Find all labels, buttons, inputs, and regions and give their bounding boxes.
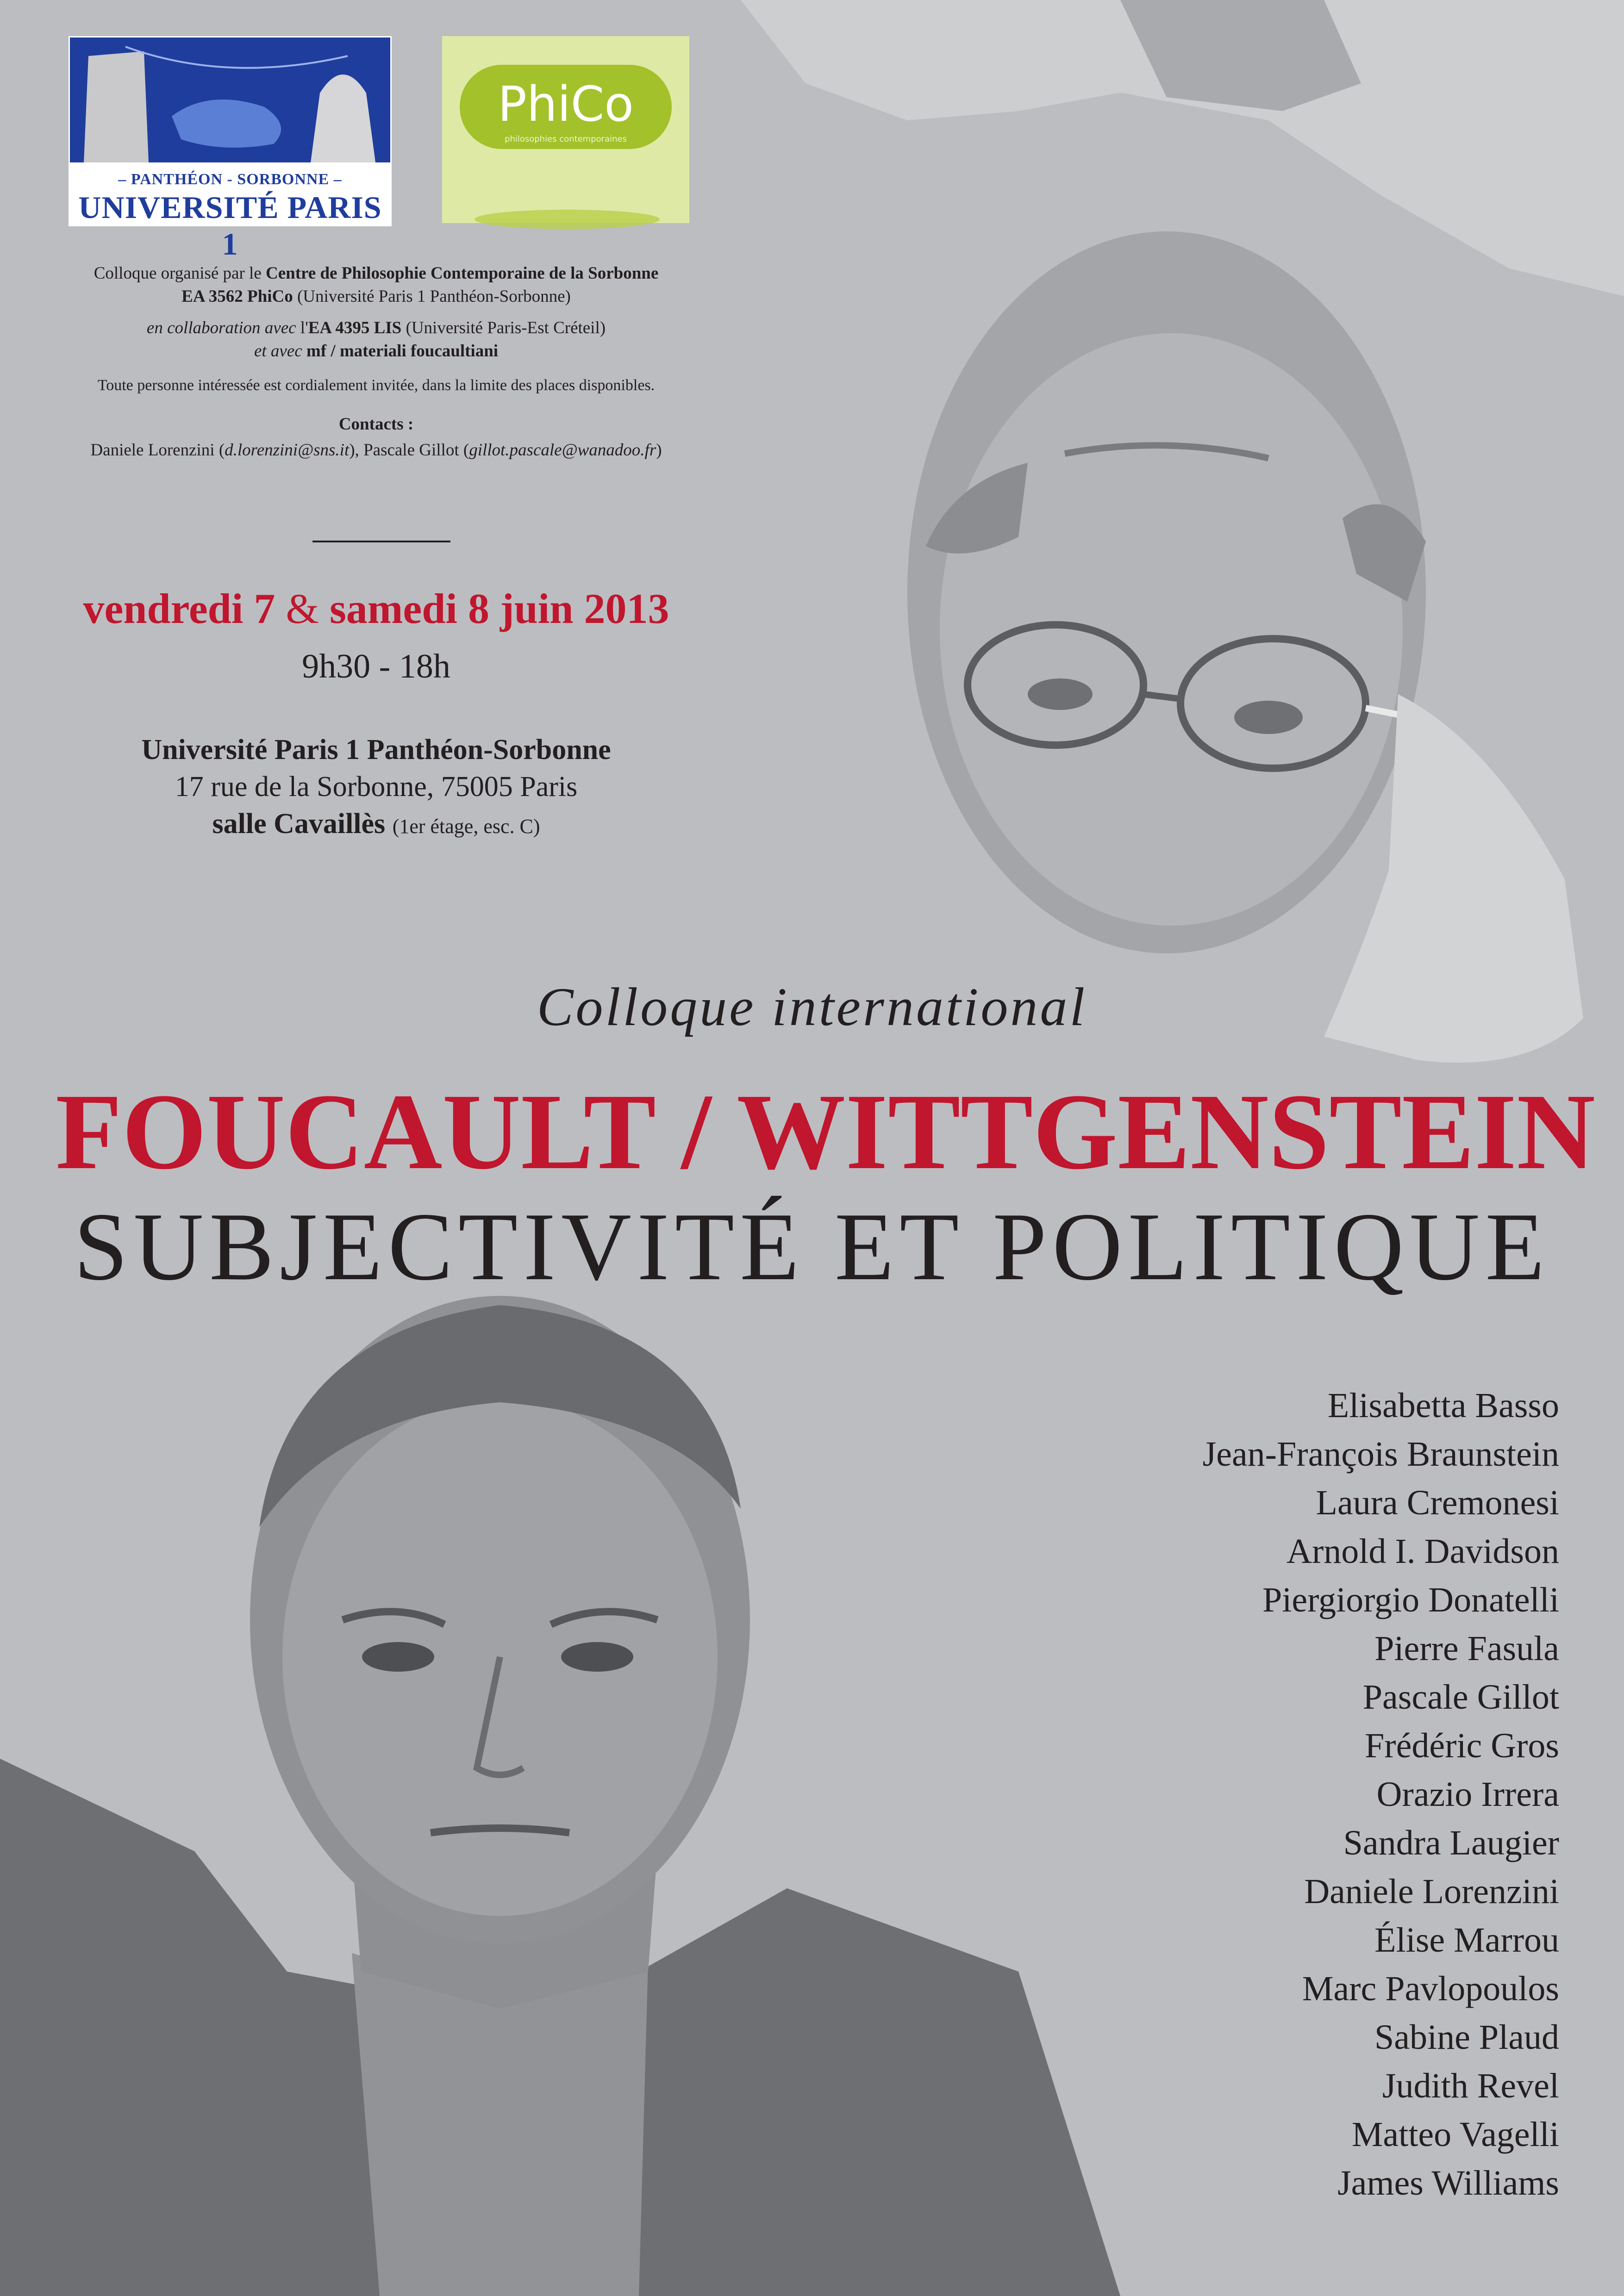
university-logo-line1: – PANTHÉON - SORBONNE –	[118, 171, 342, 188]
speaker-name: Judith Revel	[1382, 2066, 1559, 2105]
contacts-line: Daniele Lorenzini (d.lorenzini@sns.it), Pascale Gillot (gillot.pascale@wanadoo.fr)	[90, 441, 662, 460]
speakers-list	[1203, 1381, 1559, 2208]
speaker-name: James Williams	[1337, 2164, 1559, 2203]
speaker-name: Frédéric Gros	[1365, 1726, 1559, 1765]
organiser-line-2: EA 3562 PhiCo (Université Paris 1 Panthéon-Sorbonne)	[181, 287, 571, 306]
speaker-name: Sabine Plaud	[1374, 2018, 1559, 2057]
collaboration-line-1: en collaboration avec l'EA 4395 LIS (Université Paris-Est Créteil)	[146, 318, 606, 337]
colloque-kicker: Colloque international	[537, 977, 1087, 1037]
organiser-line-1: Colloque organisé par le Centre de Philosophie Contemporaine de la Sorbonne	[94, 264, 659, 283]
speaker-name: Laura Cremonesi	[1316, 1483, 1559, 1522]
speaker-name: Daniele Lorenzini	[1304, 1872, 1559, 1911]
event-hours: 9h30 - 18h	[302, 647, 450, 685]
speaker-name: Piergiorgio Donatelli	[1262, 1580, 1559, 1619]
speaker-name: Arnold I. Davidson	[1287, 1532, 1559, 1571]
universite-paris-1-logo	[69, 36, 392, 261]
venue-room: salle Cavaillès (1er étage, esc. C)	[212, 808, 540, 840]
speaker-name: Jean-François Braunstein	[1202, 1435, 1559, 1474]
speaker-name: Pascale Gillot	[1362, 1678, 1559, 1717]
speaker-name: Pierre Fasula	[1374, 1629, 1559, 1668]
collaboration-line-2: et avec mf / materiali foucaultiani	[254, 342, 499, 361]
speaker-name: Marc Pavlopoulos	[1302, 1969, 1559, 2008]
divider	[312, 541, 450, 542]
speaker-name: Elisabetta Basso	[1327, 1386, 1559, 1425]
speaker-name: Matteo Vagelli	[1351, 2115, 1559, 2154]
invitation-note: Toute personne intéressée est cordialement invitée, dans la limite des places disponibles.	[97, 377, 655, 394]
conference-title: FOUCAULT / WITTGENSTEIN	[56, 1071, 1595, 1192]
organisers-block	[28, 262, 725, 462]
speaker-name: Orazio Irrera	[1376, 1775, 1559, 1814]
organiser-ea: EA 3562 PhiCo	[181, 287, 293, 306]
venue-name: Université Paris 1 Panthéon-Sorbonne	[141, 734, 611, 765]
event-dates: vendredi 7 & samedi 8 juin 2013	[83, 585, 669, 632]
speaker-name: Sandra Laugier	[1343, 1823, 1559, 1862]
foucault-photo	[667, 0, 1624, 1088]
university-logo-line2: UNIVERSITÉ PARIS 1	[78, 190, 382, 261]
venue-address: 17 rue de la Sorbonne, 75005 Paris	[175, 771, 578, 803]
contact-email-1[interactable]: d.lorenzini@sns.it	[225, 441, 350, 460]
phico-logo-name: PhiCo	[498, 76, 634, 132]
contact-email-2[interactable]: gillot.pascale@wanadoo.fr	[469, 441, 656, 460]
conference-subtitle: SUBJECTIVITÉ ET POLITIQUE	[74, 1193, 1550, 1300]
organiser-centre: Centre de Philosophie Contemporaine de la Sorbonne	[266, 264, 659, 283]
contacts-heading: Contacts :	[338, 415, 414, 434]
wittgenstein-photo	[0, 1250, 1148, 2296]
phico-logo-subtitle: philosophies contemporaines	[505, 134, 627, 144]
speaker-name: Élise Marrou	[1374, 1921, 1559, 1960]
venue-block	[28, 731, 725, 845]
phico-logo	[442, 36, 689, 223]
